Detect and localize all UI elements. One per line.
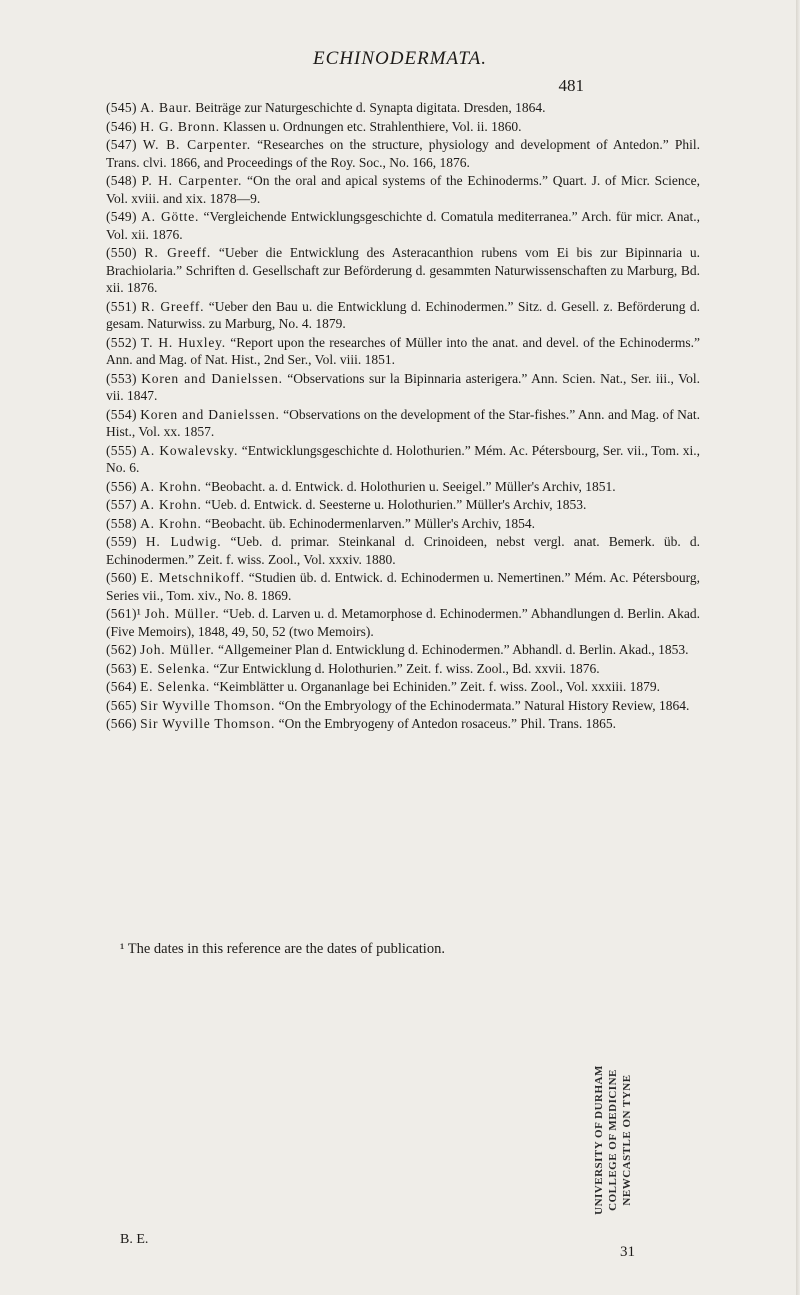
reference-number: (548) [106,173,137,188]
reference-entry [106,533,700,568]
reference-text: “Report upon the researches of Müller into the anat. and devel. of the Echinoderms.” Ann. and Mag. of Nat. Hist., 2nd Ser., Vol. viii. 1851. [106,334,701,367]
reference-entry [106,478,700,496]
reference-text: “On the Embryogeny of Antedon rosaceus.” Phil. Trans. 1865. [275,716,617,731]
reference-author: Koren and Danielssen. [141,370,283,386]
reference-text: “Keimblätter u. Organanlage bei Echiniden.” Zeit. f. wiss. Zool., Vol. xxxiii. 1879. [210,679,660,694]
svg-text:UNIVERSITY OF DURHAM: UNIVERSITY OF DURHAM [593,1065,605,1215]
reference-number: (560) [106,570,137,585]
reference-entry [106,678,700,696]
library-stamp [578,1010,638,1270]
reference-number: (559) [106,534,137,549]
reference-text: “On the Embryology of the Echinodermata.” Natural History Review, 1864. [275,697,690,713]
reference-text: “Allgemeiner Plan d. Entwicklung d. Echinodermen.” Abhandl. d. Berlin. Akad., 1853. [214,642,689,657]
reference-author: P. H. Carpenter. [141,173,243,188]
reference-entry [106,298,700,333]
reference-author: E. Selenka. [140,679,211,694]
reference-text: “Vergleichende Entwicklungsgeschichte d. Comatula mediterranea.” Arch. für micr. Anat., Vol. xii. 1876. [106,209,700,242]
footnote: ¹ The dates in this reference are the dates of publication. [120,941,445,957]
reference-author: Joh. Müller. [140,642,215,657]
reference-text: Klassen u. Ordnungen etc. Strahlenthiere, Vol. ii. 1860. [219,118,522,134]
reference-entry [106,208,700,243]
reference-entry [106,569,700,604]
reference-entry [106,406,700,441]
reference-number: (565) [106,697,137,713]
reference-entry [106,172,700,207]
reference-text: “Researches on the structure, physiology and development of Antedon.” Phil. Trans. clvi. 1866, and Proceedings of the Roy. Soc., No. 166, 1876. [106,137,700,170]
reference-entry [106,697,700,715]
reference-entry [106,244,700,297]
reference-entry [106,641,700,659]
svg-text:NEWCASTLE ON TYNE: NEWCASTLE ON TYNE [621,1074,633,1206]
reference-text: “Studien üb. d. Entwick. d. Echinodermen u. Nemertinen.” Mém. Ac. Pétersbourg, Series vii., Tom. xiv., No. 8. 1869. [106,570,701,603]
reference-author: A. Krohn. [140,515,202,531]
reference-entry [106,660,700,678]
reference-entry [106,334,700,369]
reference-number: (552) [106,334,137,350]
reference-author: Joh. Müller. [144,606,220,621]
reference-entry [106,442,700,477]
reference-text: “Ueb. d. Larven u. d. Metamorphose d. Echinodermen.” Abhandlungen d. Berlin. Akad. (Five Memoirs), 1848, 49, 50, 52 (two Memoirs). [106,606,700,639]
reference-author: Koren and Danielssen. [140,406,280,422]
reference-author: Sir Wyville Thomson. [140,697,276,713]
reference-entry [106,715,700,733]
reference-author: R. Greeff. [144,245,212,260]
reference-author: A. Krohn. [140,497,202,512]
reference-entry [106,118,700,136]
reference-entry [106,136,700,171]
reference-text: Beiträge zur Naturgeschichte d. Synapta digitata. Dresden, 1864. [191,100,546,115]
reference-author: A. Götte. [141,209,200,224]
reference-text: “Ueber die Entwicklung des Asteracanthion rubens vom Ei bis zur Bipinnaria u. Brachiolaria.” Schriften d. Gesellschaft zur Beförderung d. gesammten Naturwissenschaften zu Marburg, Bd. xii. 1876. [106,245,701,295]
reference-number: (553) [106,370,137,386]
reference-text: “Entwicklungsgeschichte d. Holothurien.” Mém. Ac. Pétersbourg, Ser. vii., Tom. xi., No. 6. [106,442,700,475]
folio-number: 31 [620,1244,635,1260]
signature-mark: B. E. [120,1232,149,1247]
reference-number: (562) [106,642,137,657]
reference-author: W. B. Carpenter. [142,137,251,152]
reference-number: (556) [106,478,137,494]
reference-entry [106,605,700,640]
reference-text: “Ueb. d. Entwick. d. Seesterne u. Holothurien.” Müller's Archiv, 1853. [201,497,587,512]
reference-number: (566) [106,716,137,731]
page-number: 481 [558,76,584,95]
reference-author: E. Selenka. [140,660,211,676]
reference-author: R. Greeff. [141,298,205,314]
reference-text: “Ueber den Bau u. die Entwicklung d. Echinodermen.” Sitz. d. Gesell. z. Beförderung d. gesam. Naturwiss. zu Marburg, No. 4. 1879. [106,298,701,331]
reference-text: “Ueb. d. primar. Steinkanal d. Crinoideen, nebst vergl. anat. Bemerk. üb. d. Echinodermen.” Zeit. f. wiss. Zool., Vol. xxxiv. 1880. [106,534,701,567]
reference-number: (555) [106,442,137,458]
reference-list [106,99,700,734]
reference-number: (551) [106,298,137,314]
reference-text: “Zur Entwicklung d. Holothurien.” Zeit. f. wiss. Zool., Bd. xxvii. 1876. [210,660,600,676]
reference-number: (564) [106,679,137,694]
reference-author: E. Metschnikoff. [140,570,245,585]
page-edge [796,0,800,1295]
reference-text: “Beobacht. a. d. Entwick. d. Holothurien u. Seeigel.” Müller's Archiv, 1851. [201,478,616,494]
reference-entry [106,515,700,533]
reference-number: (546) [106,118,137,134]
reference-entry [106,496,700,514]
reference-number: (554) [106,406,137,422]
reference-author: A. Krohn. [140,478,202,494]
reference-entry [106,99,700,117]
reference-number: (563) [106,660,137,676]
reference-entry [106,370,700,405]
running-title: ECHINODERMATA. [313,48,487,69]
reference-number: (558) [106,515,137,531]
reference-author: A. Baur. [140,100,192,115]
reference-number: (549) [106,209,137,224]
reference-number: (557) [106,497,137,512]
reference-text: “On the oral and apical systems of the Echinoderms.” Quart. J. of Micr. Science, Vol. xviii. and xix. 1878—9. [106,173,700,206]
svg-text:COLLEGE OF MEDICINE: COLLEGE OF MEDICINE [607,1069,619,1211]
reference-number: (545) [106,100,137,115]
reference-text: “Observations on the development of the Star-fishes.” Ann. and Mag. of Nat. Hist., Vol. xx. 1857. [106,406,700,439]
reference-author: H. Ludwig. [145,534,222,549]
reference-number: (550) [106,245,137,260]
reference-number: (547) [106,137,137,152]
reference-text: “Observations sur la Bipinnaria asterigera.” Ann. Scien. Nat., Ser. iii., Vol. vii. 1847. [106,370,700,403]
reference-text: “Beobacht. üb. Echinodermenlarven.” Müller's Archiv, 1854. [201,515,536,531]
reference-author: A. Kowalevsky. [140,442,239,458]
reference-author: H. G. Bronn. [140,118,220,134]
reference-author: Sir Wyville Thomson. [140,716,276,731]
reference-author: T. H. Huxley. [141,334,226,350]
reference-number: (561)¹ [106,606,142,621]
